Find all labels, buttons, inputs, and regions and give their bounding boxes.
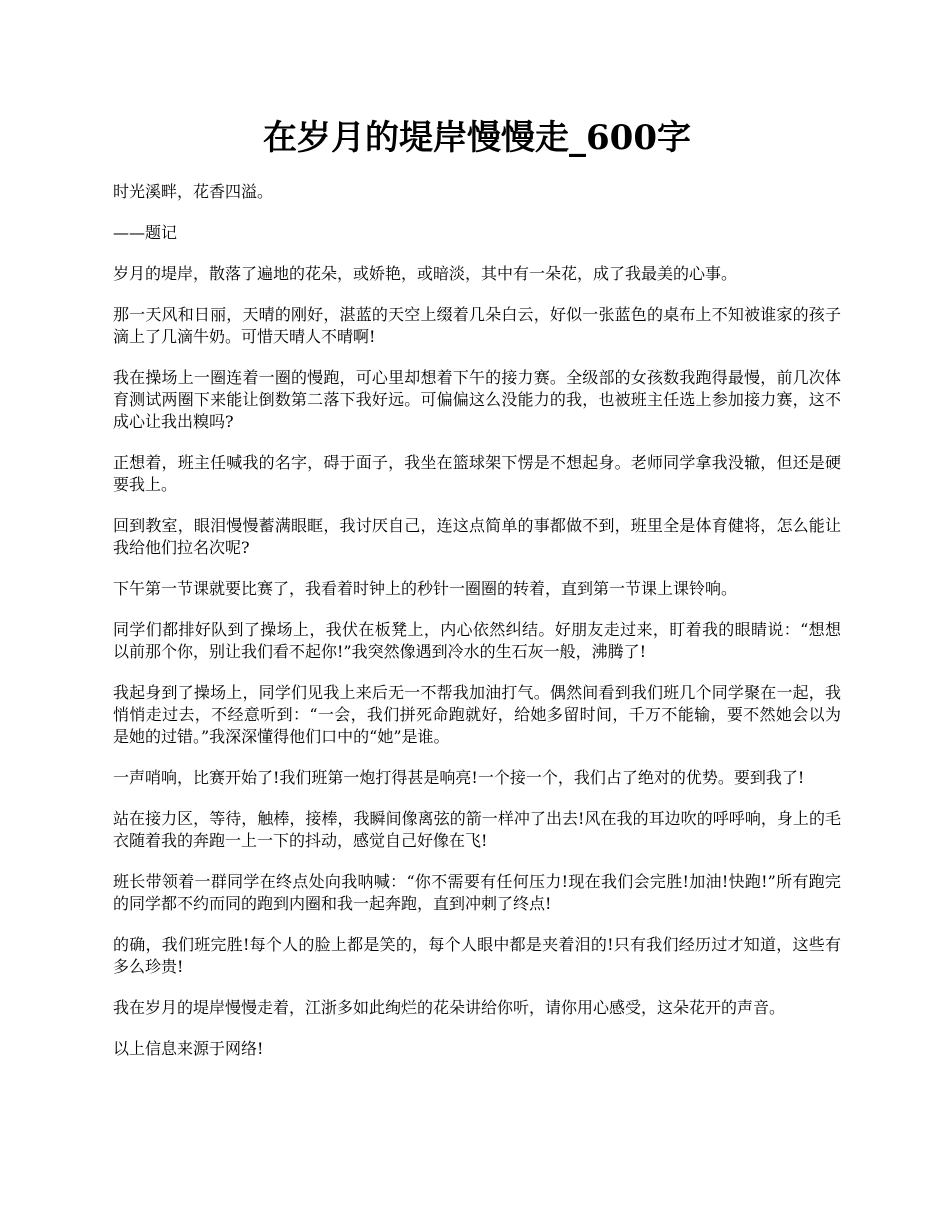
paragraph: 班长带领着一群同学在终点处向我呐喊：“你不需要有任何压力!现在我们会完胜!加油!快跑!”所有跑完的同学都不约而同的跑到内圈和我一起奔跑，直到冲刺了终点! — [113, 872, 841, 913]
paragraph: 那一天风和日丽，天晴的刚好，湛蓝的天空上缀着几朵白云，好似一张蓝色的桌布上不知被谁家的孩子滴上了几滴牛奶。可惜天晴人不晴啊! — [113, 305, 841, 346]
paragraph: 回到教室，眼泪慢慢蓄满眼眶，我讨厌自己，连这点简单的事都做不到，班里全是体育健将，怎么能让我给他们拉名次呢? — [113, 516, 841, 557]
paragraph: 正想着，班主任喊我的名字，碍于面子，我坐在篮球架下愣是不想起身。老师同学拿我没辙，但还是硬要我上。 — [113, 453, 841, 494]
paragraph: 的确，我们班完胜!每个人的脸上都是笑的，每个人眼中都是夹着泪的!只有我们经历过才知道，这些有多么珍贵! — [113, 935, 841, 976]
document-page — [113, 0, 841, 1079]
paragraph: 站在接力区，等待，触棒，接棒，我瞬间像离弦的箭一样冲了出去!风在我的耳边吹的呼呼响，身上的毛衣随着我的奔跑一上一下的抖动，感觉自己好像在飞! — [113, 809, 841, 850]
paragraph: 一声哨响，比赛开始了!我们班第一炮打得甚是响亮!一个接一个，我们占了绝对的优势。要到我了! — [113, 768, 805, 787]
article-body — [113, 181, 841, 1060]
paragraph: 我在操场上一圈连着一圈的慢跑，可心里却想着下午的接力赛。全级部的女孩数我跑得最慢，前几次体育测试两圈下来能让倒数第二落下我好远。可偏偏这么没能力的我，也被班主任选上参加接力赛，这不成心让我出糗吗? — [113, 368, 841, 431]
page-title: 在岁月的堤岸慢慢走_600字 — [263, 118, 691, 158]
paragraph: 同学们都排好队到了操场上，我伏在板凳上，内心依然纠结。好朋友走过来，盯着我的眼睛说：“想想以前那个你，别让我们看不起你!”我突然像遇到冷水的生石灰一般，沸腾了! — [113, 620, 841, 661]
paragraph: 下午第一节课就要比赛了，我看着时钟上的秒针一圈圈的转着，直到第一节课上课铃响。 — [113, 579, 738, 598]
epigraph-line: 时光溪畔，花香四溢。 — [113, 182, 274, 201]
paragraph: 我在岁月的堤岸慢慢走着，江浙多如此绚烂的花朵讲给你听，请你用心感受，这朵花开的声音。 — [113, 998, 786, 1017]
epigraph-attribution: ——题记 — [113, 223, 178, 242]
paragraph: 我起身到了操场上，同学们见我上来后无一不帮我加油打气。偶然间看到我们班几个同学聚在一起，我悄悄走过去，不经意听到：“一会，我们拼死命跑就好，给她多留时间，千万不能输，要不然她会以为是她的过错。”我深深懂得他们口中的“她”是谁。 — [113, 683, 841, 746]
paragraph: 岁月的堤岸，散落了遍地的花朵，或娇艳，或暗淡，其中有一朵花，成了我最美的心事。 — [113, 264, 738, 283]
source-note: 以上信息来源于网络! — [113, 1039, 264, 1058]
